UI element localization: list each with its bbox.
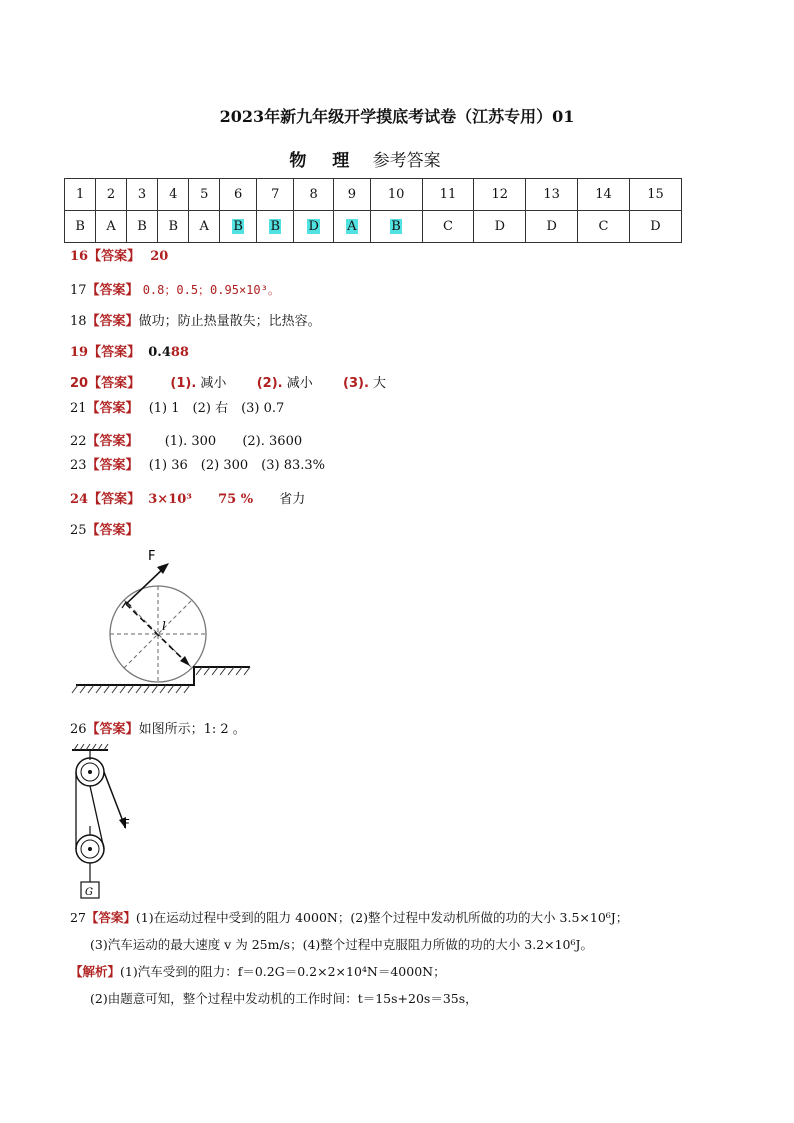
question-number: 24 [70,492,89,507]
answer-cell [578,211,630,243]
answer-letter: B [270,219,281,234]
answer-value-part: 88 [170,345,189,360]
answer-value: 0.8；0.5；0.95×10³。 [142,283,280,297]
answer-letter: B [75,219,85,234]
question-number-cell: 9 [334,179,371,211]
answer-23 [70,454,325,473]
subtitle-label: 参考答案 [372,151,441,171]
answer-cell [65,211,96,243]
answer-cell [370,211,422,243]
question-number-cell: 6 [220,179,257,211]
answer-21 [70,397,284,416]
answer-cell [257,211,294,243]
question-number: 25 [70,523,87,538]
answer-17 [70,279,280,298]
answer-tag: 【答案】 [86,314,139,329]
question-number: 17 [70,283,87,298]
answer-tag: 【答案】 [85,910,136,925]
question-number-cell: 4 [158,179,189,211]
weight-label: G [85,887,93,898]
answer-value: 75 % [218,492,254,507]
analysis-27-line2: (2)由题意可知，整个过程中发动机的工作时间：t＝15s+20s＝35s， [90,991,478,1006]
question-number-cell: 1 [65,179,96,211]
answer-tag: 【答案】 [86,401,139,416]
answer-value: 减小 [200,376,227,391]
answer-letter: A [199,219,209,234]
answer-24 [70,488,305,507]
answer-20 [70,372,386,391]
question-number-cell: 14 [578,179,630,211]
answer-letter: A [106,219,116,234]
answer-letter: B [391,219,401,234]
answer-letter: D [650,219,661,234]
answer-letter: D [546,219,557,234]
answer-value: 减小 [286,376,313,391]
answer-tag: 【答案】 [86,283,139,298]
answer-cell [158,211,189,243]
question-number-cell: 3 [126,179,157,211]
answer-cell [334,211,371,243]
answer-text-line: (1)在运动过程中受到的阻力 4000N；(2)整个过程中发动机所做的功的大小 3.5×10⁶J； [135,910,629,925]
force-label: F [148,549,156,564]
question-number-cell: 10 [370,179,422,211]
answer-letter: B [168,219,179,234]
answer-value: 如图所示；1: 2 。 [138,722,246,737]
answer-tag: 【答案】 [88,345,141,360]
question-number: 16 [70,249,89,264]
lever-arm-arrowhead [180,656,190,666]
answer-19 [70,341,189,360]
answer-27 [70,908,628,926]
answer-value: 20 [150,249,169,264]
answer-value: (1) 36 (2) 300 (3) 83.3% [148,458,325,473]
answer-letter: C [442,219,453,234]
arm-label: l [162,619,166,633]
rope-segment [90,786,104,849]
question-number: 22 [70,434,87,449]
answer-cell [220,211,257,243]
answer-26 [70,718,246,737]
answer-value: (1) 1 (2) 右 (3) 0.7 [148,401,285,416]
question-number: 19 [70,345,89,360]
answer-value: 省力 [279,492,306,507]
answer-table-number-row [65,179,682,211]
question-number-cell: 15 [629,179,681,211]
question-number-cell: 5 [189,179,220,211]
movable-pulley-axle [88,847,92,851]
answer-letter: D [308,219,319,234]
answer-tag: 【答案】 [86,458,139,473]
answer-letter: C [598,219,609,234]
question-number: 27 [70,910,86,925]
question-number-cell: 11 [422,179,474,211]
force-arrow [126,566,166,604]
answer-value: 大 [373,376,387,391]
answer-letter: B [137,219,147,234]
answer-tag: 【答案】 [88,492,141,507]
page-subtitle [0,146,730,171]
analysis-tag: 【解析】 [70,964,121,979]
question-number-cell: 2 [96,179,127,211]
question-number: 21 [70,401,87,416]
part-label: (2). [256,376,283,391]
pull-rope [104,772,124,824]
answer-16 [70,245,168,264]
answer-tag: 【答案】 [86,523,139,538]
question-number: 18 [70,314,87,329]
answer-18 [70,310,321,329]
question-number: 23 [70,458,87,473]
analysis-text-line: (1)汽车受到的阻力：f＝0.2G＝0.2×2×10⁴N＝4000N； [120,964,446,979]
question-number: 20 [70,376,89,391]
answer-tag: 【答案】 [86,434,139,449]
question-number-cell: 12 [474,179,526,211]
answer-cell [189,211,220,243]
answer-22 [70,430,302,449]
answer-cell [294,211,334,243]
answer-value: (2). 3600 [242,434,303,449]
pulley-figure [68,742,148,902]
answer-cell [96,211,127,243]
subject-name: 物 理 [289,151,360,171]
answer-letter: B [233,219,243,234]
question-number-cell: 13 [526,179,578,211]
answer-cell [629,211,681,243]
answer-letter: A [347,219,357,234]
lever-wheel-figure [70,548,260,698]
answer-27-line2: (3)汽车运动的最大速度 v 为 25m/s；(4)整个过程中克服阻力所做的功的大小 3.2×10⁶J。 [90,937,594,952]
answer-table-answer-row [65,211,682,243]
answer-tag: 【答案】 [88,249,141,264]
answer-letter: D [494,219,506,234]
answer-value: (1). 300 [164,434,217,449]
part-label: (1). [170,376,197,391]
answer-value-part: 0.4 [148,345,171,360]
question-number-cell: 7 [257,179,294,211]
page-title: 2023年新九年级开学摸底考试卷（江苏专用）01 [219,107,575,126]
answer-cell [422,211,474,243]
force-label: F [123,817,130,831]
part-label: (3). [343,376,369,391]
answer-value: 做功；防止热量散失；比热容。 [138,314,321,329]
question-number: 26 [70,722,87,737]
fixed-pulley-axle [88,770,92,774]
answer-cell [126,211,157,243]
question-number-cell: 8 [294,179,334,211]
ground-hatching [72,667,250,693]
answer-tag: 【答案】 [86,722,139,737]
answer-tag: 【答案】 [88,376,141,391]
answer-cell [474,211,526,243]
analysis-27 [70,962,446,980]
answer-table [64,178,682,243]
answer-cell [526,211,578,243]
answer-25 [70,519,139,538]
answer-value: 3×10³ [148,492,192,507]
